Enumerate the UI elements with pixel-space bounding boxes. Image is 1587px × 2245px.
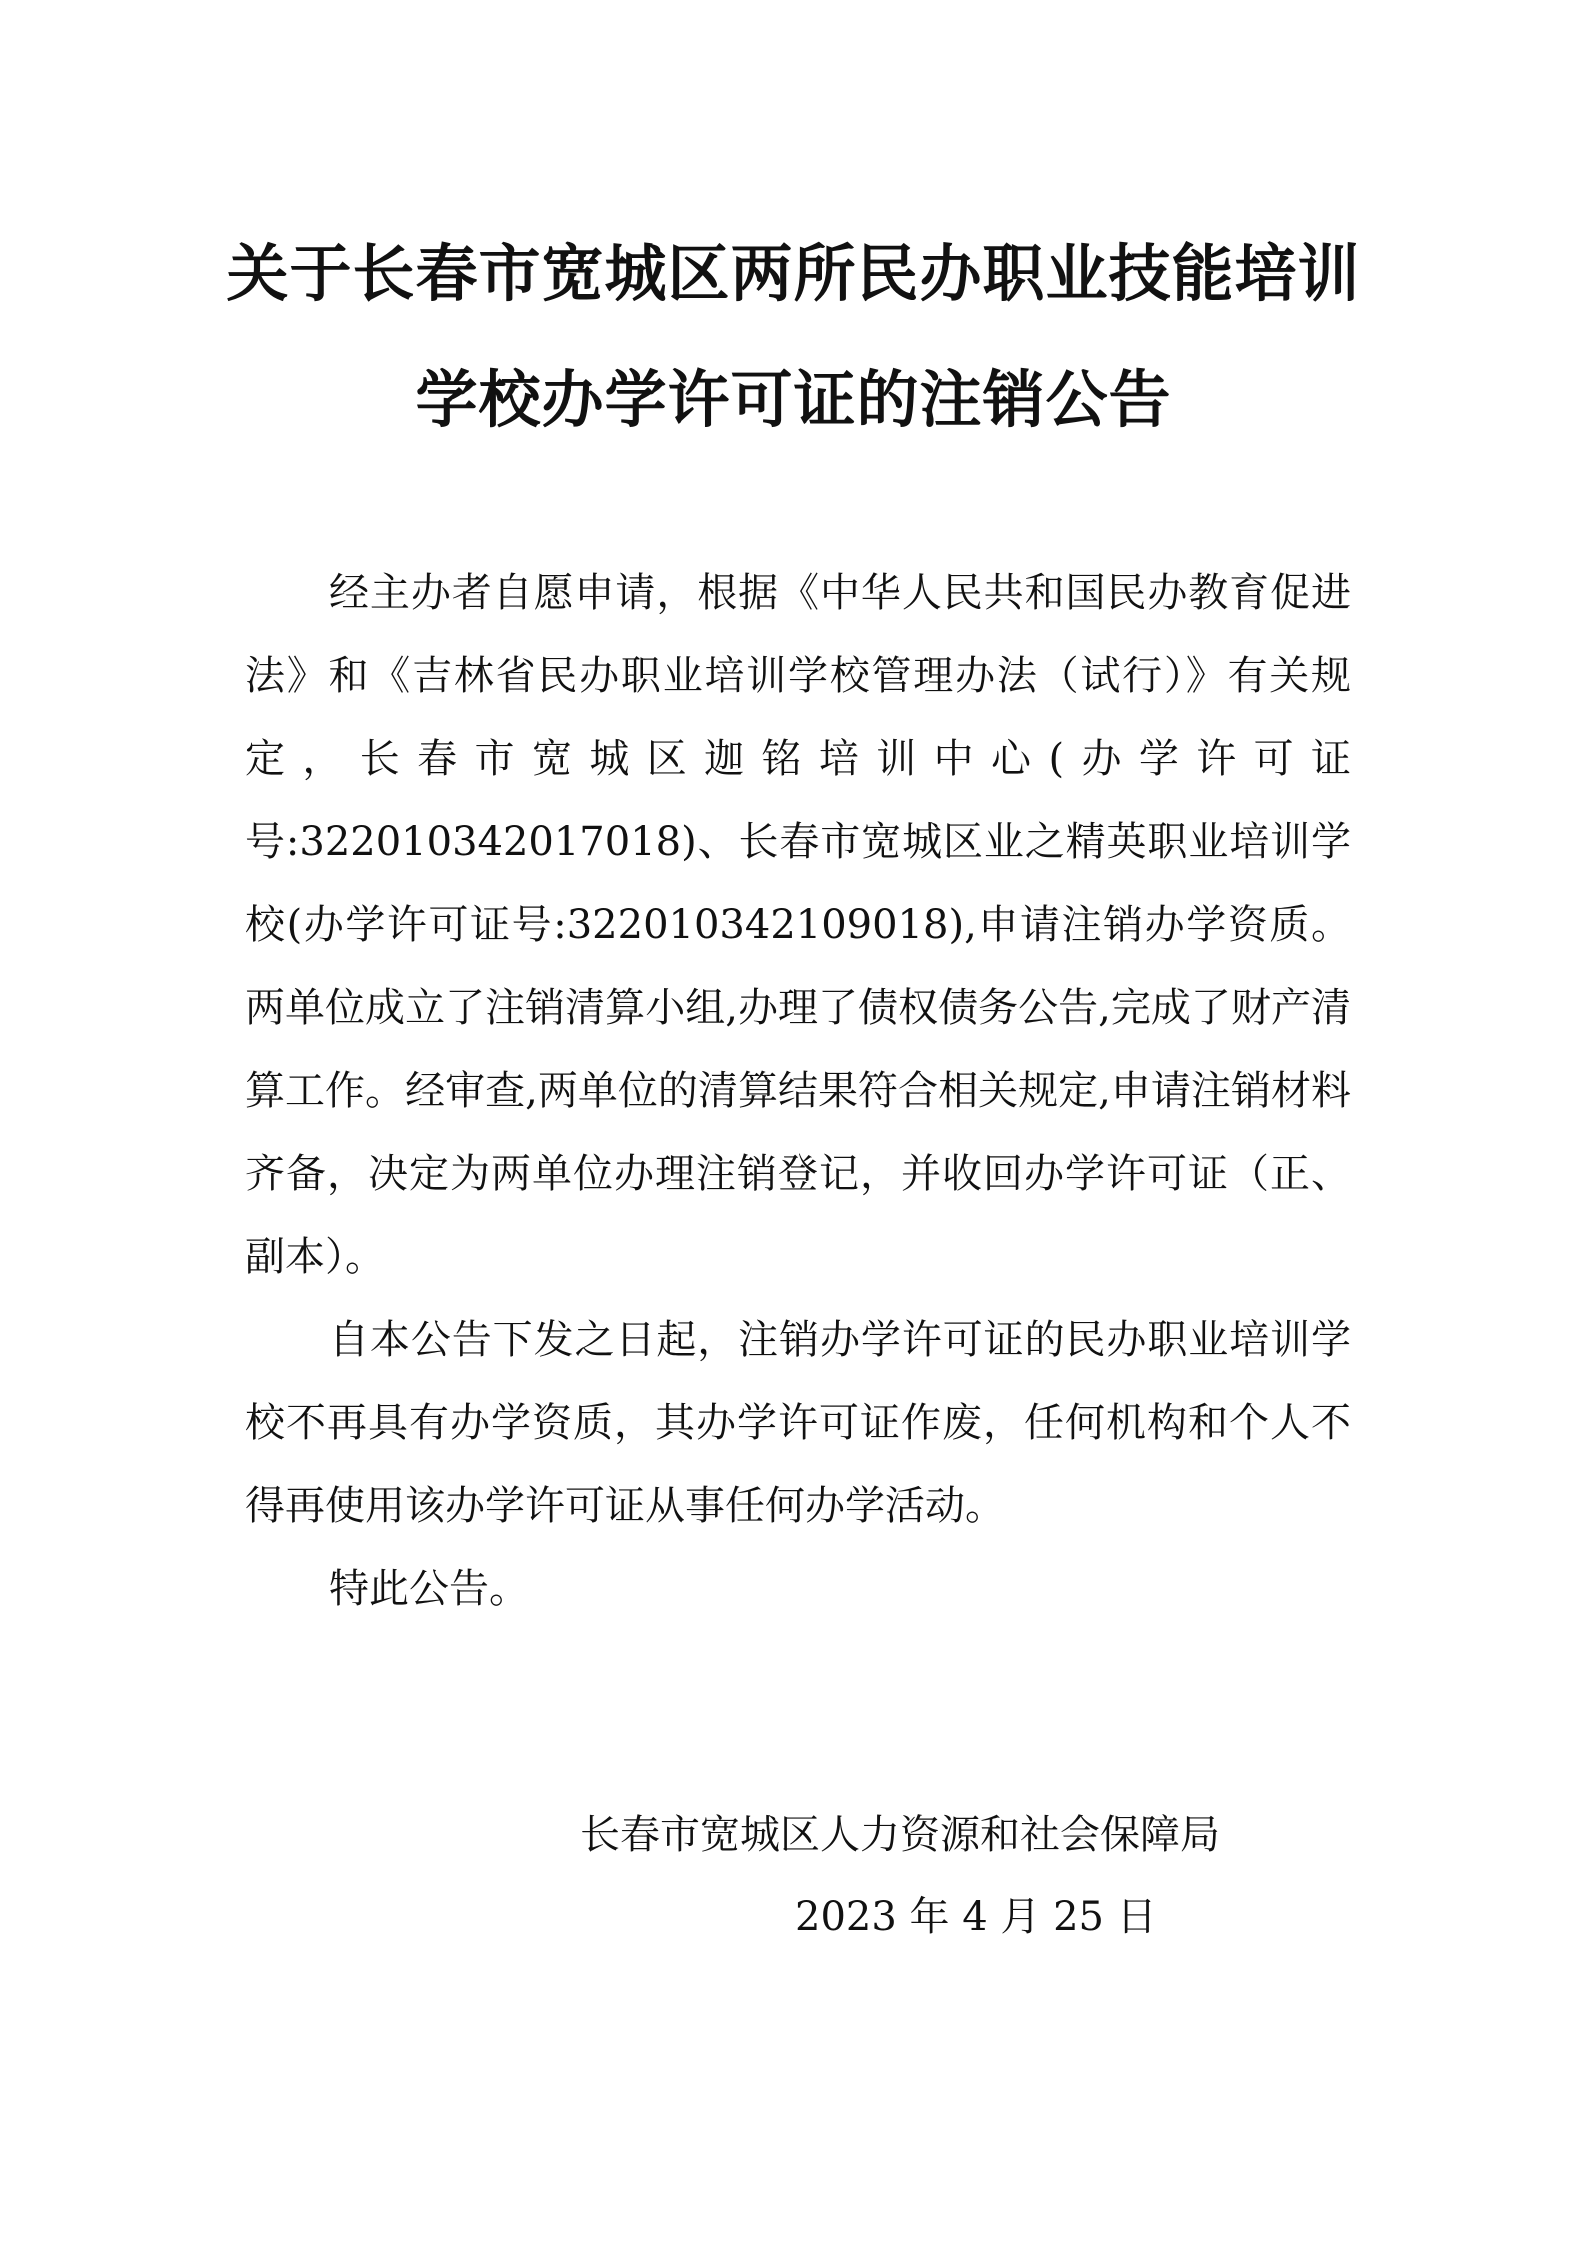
document-title-line-2: 学校办学许可证的注销公告 <box>415 363 1172 436</box>
signature-organization: 长春市宽城区人力资源和社会保障局 <box>580 1812 1220 1858</box>
body-paragraph-1: 经主办者自愿申请，根据《中华人民共和国民办教育促进法》和《吉林省民办职业培训学校管理办法（试行）》有关规定，长春市宽城区迦铭培训中心(办学许可证号:322010342017018)、长春市宽城区业之精英职业培训学校(办学许可证号:322010342109018),申请注销办学资质。两单位成立了注销清算小组,办理了债权债务公告,完成了财产清算工作。经审查,两单位的清算结果符合相关规定,申请注销材料齐备，决定为两单位办理注销登记，并收回办学许可证（正、副本）。 <box>245 570 1351 1280</box>
body-paragraph-3: 特此公告。 <box>329 1566 529 1612</box>
document-body <box>245 552 1351 1631</box>
body-paragraph-2: 自本公告下发之日起，注销办学许可证的民办职业培训学校不再具有办学资质，其办学许可证作废，任何机构和个人不得再使用该办学许可证从事任何办学活动。 <box>245 1317 1351 1529</box>
signature-date: 2023 年 4 月 25 日 <box>795 1894 1157 1940</box>
document-title-line-1: 关于长春市宽城区两所民办职业技能培训 <box>226 237 1361 310</box>
